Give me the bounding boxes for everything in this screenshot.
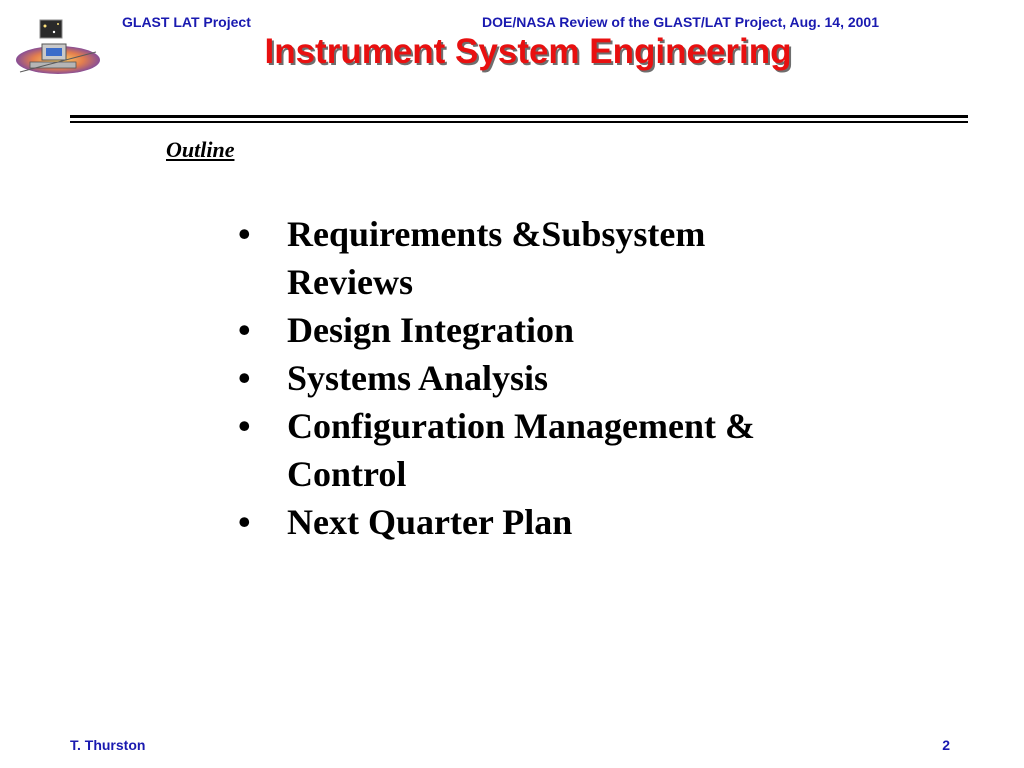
bullet-item [230, 402, 830, 498]
bullet-dot: • [238, 406, 251, 446]
header-review-info: DOE/NASA Review of the GLAST/LAT Project, Aug. 14, 2001 [482, 14, 880, 30]
footer-page-number: 2 [942, 737, 950, 753]
bullet-text: Next Quarter Plan [287, 502, 573, 542]
bullet-dot: • [238, 358, 251, 398]
bullet-item [230, 498, 830, 546]
bullet-text: Requirements &Subsystem Reviews [287, 214, 706, 302]
bullet-dot: • [238, 214, 251, 254]
bullet-text: Configuration Management & Control [287, 406, 755, 494]
title-divider-thick [70, 115, 968, 118]
bullet-item [230, 306, 830, 354]
outline-heading: Outline [166, 137, 235, 162]
footer-author: T. Thurston [70, 737, 146, 753]
outline-bullet-list [230, 210, 830, 546]
slide-title: Instrument System Engineering [264, 32, 792, 71]
title-divider-thin [70, 121, 968, 123]
bullet-dot: • [238, 502, 251, 542]
bullet-item [230, 210, 830, 306]
bullet-item [230, 354, 830, 402]
bullet-text: Design Integration [287, 310, 574, 350]
bullet-text: Systems Analysis [287, 358, 549, 398]
bullet-dot: • [238, 310, 251, 350]
header-project-name: GLAST LAT Project [122, 14, 251, 30]
